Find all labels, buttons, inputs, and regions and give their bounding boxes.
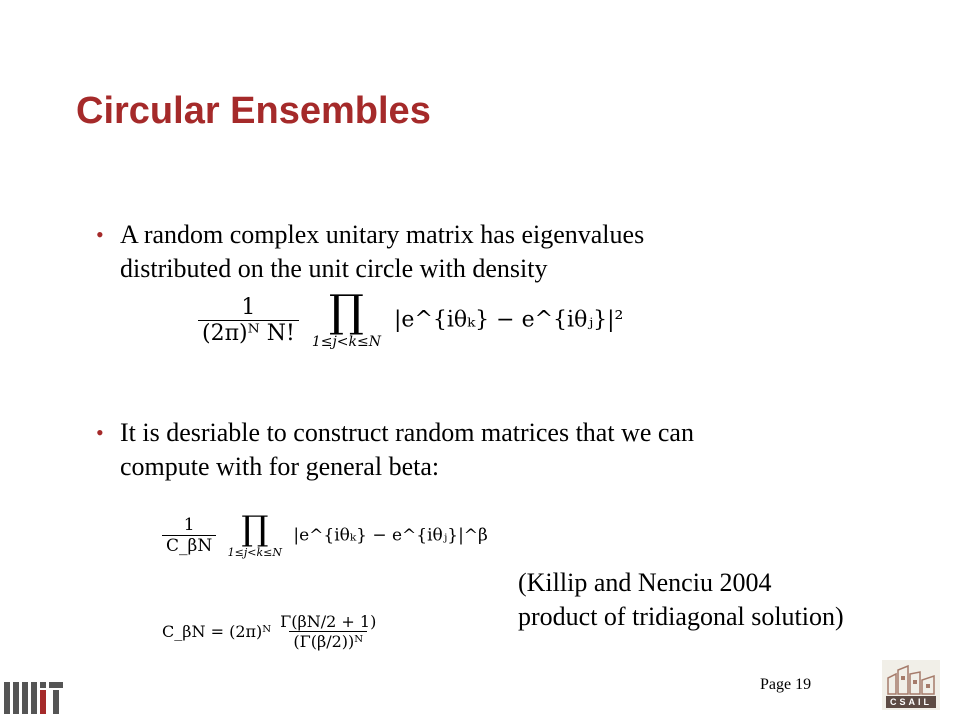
bullet-line: It is desriable to construct random matrices that we can [120,418,694,447]
fraction-numerator: Γ(βN/2 + 1) [280,612,377,631]
gamma-fraction [276,612,380,651]
density-fraction [198,295,299,346]
page-number: Page 19 [760,676,812,693]
bullet-line: compute with for general beta: [120,452,440,481]
citation-note [518,566,844,634]
product-term: |e^{iθₖ} − e^{iθⱼ}|² [394,307,624,333]
bullet-dot-icon: • [96,420,104,445]
bullet-line: distributed on the unit circle with density [120,254,548,283]
fraction-numerator: 1 [241,294,256,320]
beta-fraction [162,515,216,556]
note-line: product of tridiagonal solution) [518,602,844,631]
product-operator [311,286,382,350]
product-range: 1≤j<k≤N [311,334,382,350]
product-operator [227,509,282,559]
product-term: |e^{iθₖ} − e^{iθⱼ}|^β [293,525,488,546]
fraction-numerator: 1 [183,515,195,535]
csail-logo-text: CSAIL [890,697,932,707]
fraction-denominator: C_βN [162,535,216,556]
csail-logo [882,660,940,710]
bullet-unitary-matrix [96,218,856,286]
product-symbol: ∏ [241,509,269,549]
bullet-line: A random complex unitary matrix has eigenvalues [120,220,645,249]
fraction-denominator: (2π)ᴺ N! [198,320,299,346]
product-range: 1≤j<k≤N [227,546,282,559]
fraction-denominator: (Γ(β/2))ᴺ [289,631,367,651]
beta-density-formula [162,509,488,559]
note-line: (Killip and Nenciu 2004 [518,568,772,597]
density-formula [198,286,624,350]
normalization-formula [162,612,380,651]
normalization-lhs: C_βN = (2π)ᴺ [162,622,272,641]
bullet-general-beta [96,416,856,484]
slide-title: Circular Ensembles [76,90,431,132]
mit-logo-icon [4,680,64,716]
bullet-dot-icon: • [96,222,104,247]
product-symbol: ∏ [328,286,364,337]
